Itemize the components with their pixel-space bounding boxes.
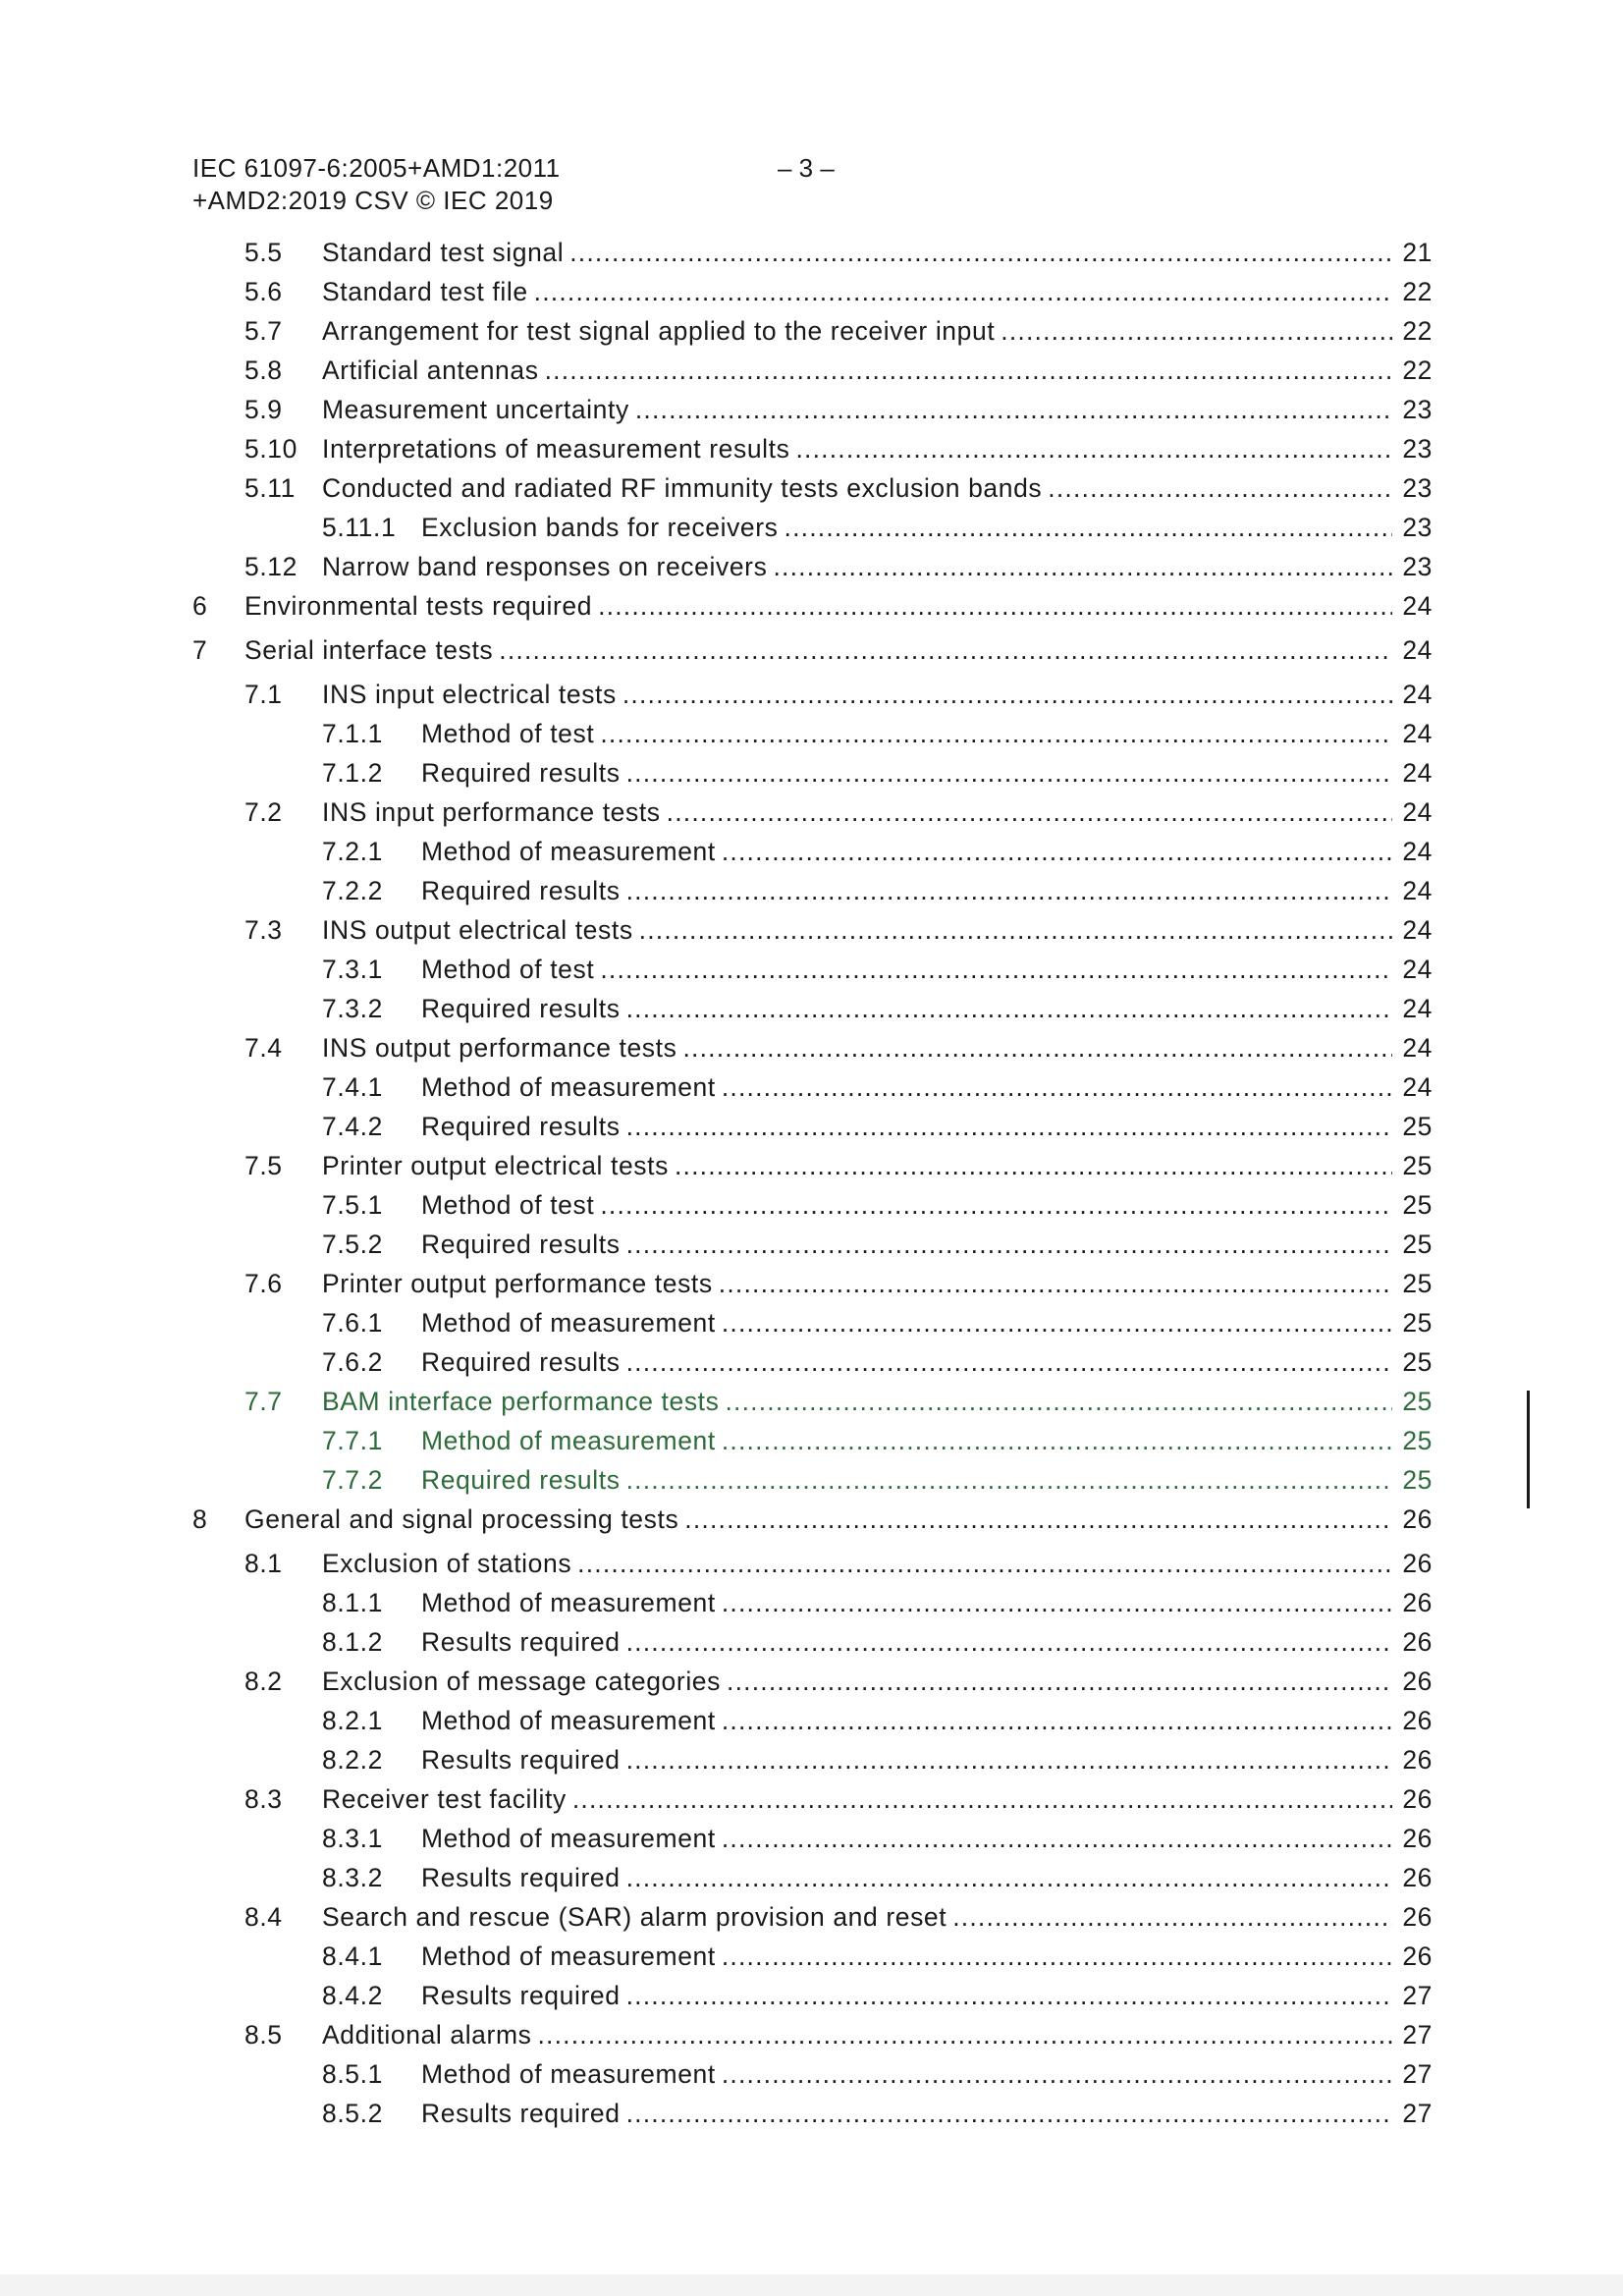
toc-entry-title: Arrangement for test signal applied to the receiver input	[322, 313, 1001, 349]
toc-entry-page: 27	[1402, 1981, 1433, 2010]
toc-entry[interactable]	[0, 1030, 1623, 1066]
toc-dot-leader	[626, 1742, 1392, 1777]
toc-entry-number: 7.1.2	[322, 758, 383, 788]
toc-entry-title-wrap	[421, 1742, 1392, 1777]
toc-entry-number: 7.5.2	[322, 1230, 383, 1259]
toc-dot-leader	[626, 1624, 1392, 1660]
toc-entry-number: 8.2	[244, 1667, 283, 1696]
toc-entry[interactable]	[0, 794, 1623, 830]
toc-entry-page: 24	[1402, 719, 1433, 748]
toc-dot-leader	[626, 1978, 1392, 2013]
toc-dot-leader	[722, 1423, 1392, 1458]
toc-entry-title-wrap	[322, 912, 1392, 948]
toc-entry-page: 26	[1402, 1504, 1433, 1534]
toc-entry[interactable]	[0, 912, 1623, 948]
toc-entry-title: Required results	[421, 755, 626, 791]
toc-entry[interactable]	[0, 1860, 1623, 1895]
toc-entry-title-wrap	[322, 794, 1392, 830]
toc-entry-number: 8.4.1	[322, 1941, 383, 1971]
toc-entry-title: BAM interface performance tests	[322, 1384, 725, 1419]
toc-entry-page: 25	[1402, 1308, 1433, 1338]
toc-entry-number: 7.7	[244, 1387, 283, 1416]
toc-entry-number: 5.12	[244, 552, 298, 581]
toc-entry[interactable]	[0, 1899, 1623, 1935]
toc-entry-title: Method of measurement	[421, 1069, 722, 1105]
toc-dot-leader	[773, 549, 1392, 584]
toc-entry-number: 5.9	[244, 395, 283, 424]
toc-entry-title-wrap	[421, 716, 1392, 751]
toc-dot-leader	[626, 873, 1392, 908]
toc-entry-title: Interpretations of measurement results	[322, 431, 795, 466]
toc-dot-leader	[635, 392, 1392, 427]
toc-entry[interactable]	[0, 834, 1623, 869]
toc-entry-title-wrap	[322, 2017, 1392, 2052]
toc-entry-number: 7.7.1	[322, 1426, 383, 1455]
toc-entry-title-wrap	[421, 1860, 1392, 1895]
toc-entry-title: Method of test	[421, 716, 600, 751]
toc-dot-leader	[569, 235, 1392, 270]
toc-entry-number: 8.5.1	[322, 2059, 383, 2089]
toc-entry[interactable]	[0, 1939, 1623, 1974]
toc-entry-page: 25	[1402, 1151, 1433, 1180]
toc-entry-title: INS input performance tests	[322, 794, 667, 830]
toc-entry-page: 22	[1402, 277, 1433, 306]
toc-dot-leader	[626, 1860, 1392, 1895]
toc-entry-page: 26	[1402, 1627, 1433, 1657]
toc-entry-number: 8.5	[244, 2020, 283, 2050]
toc-entry[interactable]	[0, 677, 1623, 712]
toc-entry-number: 7.2.1	[322, 837, 383, 866]
toc-entry-title: Required results	[421, 991, 626, 1026]
toc-entry-title-wrap	[421, 1939, 1392, 1974]
toc-entry-number: 5.6	[244, 277, 283, 306]
toc-entry[interactable]	[0, 755, 1623, 791]
toc-entry-number: 7.3.1	[322, 955, 383, 984]
toc-entry-title-wrap	[322, 274, 1392, 309]
toc-entry-page: 24	[1402, 591, 1433, 621]
toc-dot-leader	[598, 588, 1392, 624]
toc-dot-leader	[600, 952, 1392, 987]
toc-entry-title-wrap	[322, 1030, 1392, 1066]
toc-entry-title-wrap	[421, 2056, 1392, 2092]
toc-entry-page: 25	[1402, 1426, 1433, 1455]
toc-entry-title-wrap	[421, 873, 1392, 908]
toc-dot-leader	[727, 1664, 1392, 1699]
toc-entry[interactable]	[0, 2096, 1623, 2131]
toc-entry-page: 23	[1402, 395, 1433, 424]
toc-entry-title: Method of measurement	[421, 1585, 722, 1620]
toc-entry-page: 25	[1402, 1347, 1433, 1377]
toc-entry[interactable]	[0, 431, 1623, 466]
toc-entry-page: 25	[1402, 1387, 1433, 1416]
toc-entry-title: Method of measurement	[421, 1939, 722, 1974]
toc-entry-page: 25	[1402, 1112, 1433, 1141]
toc-entry[interactable]	[0, 1546, 1623, 1581]
toc-entry-title: Serial interface tests	[244, 632, 499, 668]
toc-dot-leader	[534, 274, 1392, 309]
toc-entry-number: 7.1.1	[322, 719, 383, 748]
toc-entry-title-wrap	[322, 1781, 1392, 1817]
toc-entry[interactable]	[0, 392, 1623, 427]
header-copyright: +AMD2:2019 CSV © IEC 2019	[192, 186, 554, 215]
toc-entry-title: Printer output electrical tests	[322, 1148, 675, 1183]
bottom-edge	[0, 2274, 1623, 2296]
toc-entry-page: 24	[1402, 797, 1433, 827]
toc-entry[interactable]	[0, 1423, 1623, 1458]
toc-entry-title: Method of measurement	[421, 1703, 722, 1738]
change-bar	[1527, 1391, 1530, 1508]
toc-entry-number: 7.5	[244, 1151, 283, 1180]
toc-entry-title-wrap	[421, 1423, 1392, 1458]
toc-dot-leader	[600, 716, 1392, 751]
toc-entry[interactable]	[0, 313, 1623, 349]
toc-entry-page: 25	[1402, 1190, 1433, 1220]
toc-dot-leader	[537, 2017, 1392, 2052]
toc-entry-page: 24	[1402, 758, 1433, 788]
toc-entry-number: 8	[192, 1504, 208, 1534]
toc-entry-number: 8.3.2	[322, 1863, 383, 1892]
toc-entry-page: 24	[1402, 915, 1433, 945]
toc-entry-page: 26	[1402, 1863, 1433, 1892]
toc-dot-leader	[684, 1502, 1392, 1537]
toc-entry-title: Environmental tests required	[244, 588, 598, 624]
toc-dot-leader	[626, 755, 1392, 791]
toc-entry[interactable]	[0, 1344, 1623, 1380]
toc-entry-title-wrap	[322, 353, 1392, 388]
toc-entry-number: 5.5	[244, 238, 283, 267]
toc-dot-leader	[626, 1109, 1392, 1144]
toc-entry-title: INS output electrical tests	[322, 912, 639, 948]
toc-entry-number: 5.11	[244, 473, 297, 503]
toc-dot-leader	[722, 1305, 1392, 1340]
toc-entry-title-wrap	[421, 755, 1392, 791]
toc-entry-title-wrap	[421, 991, 1392, 1026]
toc-entry-title-wrap	[322, 392, 1392, 427]
toc-entry-page: 26	[1402, 1784, 1433, 1814]
toc-entry-page: 27	[1402, 2099, 1433, 2128]
toc-entry[interactable]	[0, 1227, 1623, 1262]
toc-entry[interactable]	[0, 353, 1623, 388]
toc-dot-leader	[626, 1462, 1392, 1498]
page-number: – 3 –	[778, 153, 835, 183]
toc-entry[interactable]	[0, 2056, 1623, 2092]
toc-entry-page: 25	[1402, 1230, 1433, 1259]
toc-entry-page: 21	[1402, 238, 1433, 267]
toc-entry-number: 8.3	[244, 1784, 283, 1814]
toc-entry-page: 24	[1402, 955, 1433, 984]
toc-entry-title: Results required	[421, 1978, 626, 2013]
toc-dot-leader	[626, 1227, 1392, 1262]
toc-entry-page: 23	[1402, 513, 1433, 542]
toc-entry[interactable]	[0, 1821, 1623, 1856]
toc-entry-number: 7.4.1	[322, 1072, 383, 1102]
toc-entry[interactable]	[0, 873, 1623, 908]
toc-dot-leader	[682, 1030, 1392, 1066]
toc-entry-number: 6	[192, 591, 208, 621]
toc-dot-leader	[952, 1899, 1392, 1935]
toc-dot-leader	[545, 353, 1392, 388]
toc-entry-title-wrap	[244, 632, 1392, 668]
toc-entry-number: 7.7.2	[322, 1465, 383, 1495]
toc-entry-title: Required results	[421, 1462, 626, 1498]
toc-entry[interactable]	[0, 1502, 1623, 1537]
toc-entry-title: Artificial antennas	[322, 353, 545, 388]
toc-entry[interactable]	[0, 1462, 1623, 1498]
toc-entry-title: Method of test	[421, 952, 600, 987]
toc-entry-title: Exclusion of stations	[322, 1546, 577, 1581]
toc-entry-title-wrap	[322, 1664, 1392, 1699]
toc-entry-page: 25	[1402, 1269, 1433, 1298]
toc-entry-page: 22	[1402, 316, 1433, 346]
toc-entry[interactable]	[0, 1109, 1623, 1144]
toc-entry-page: 26	[1402, 1549, 1433, 1578]
toc-dot-leader	[725, 1384, 1392, 1419]
toc-dot-leader	[795, 431, 1392, 466]
toc-entry-title: Standard test file	[322, 274, 534, 309]
toc-entry-title-wrap	[322, 1546, 1392, 1581]
toc-entry-page: 26	[1402, 1745, 1433, 1775]
toc-entry-title: Receiver test facility	[322, 1781, 572, 1817]
toc-entry-number: 7.4.2	[322, 1112, 383, 1141]
toc-entry-title: Conducted and radiated RF immunity tests exclusion bands	[322, 470, 1048, 506]
toc-entry-page: 26	[1402, 1667, 1433, 1696]
toc-entry-title-wrap	[244, 588, 1392, 624]
toc-entry-title: Required results	[421, 1109, 626, 1144]
toc-entry-page: 24	[1402, 994, 1433, 1023]
toc-entry-page: 24	[1402, 876, 1433, 905]
toc-entry-number: 5.10	[244, 434, 298, 464]
toc-entry-page: 26	[1402, 1941, 1433, 1971]
toc-dot-leader	[675, 1148, 1392, 1183]
toc-entry-page: 26	[1402, 1588, 1433, 1617]
toc-entry-page: 23	[1402, 552, 1433, 581]
toc-entry-title-wrap	[421, 2096, 1392, 2131]
toc-entry-title-wrap	[322, 549, 1392, 584]
toc-entry[interactable]	[0, 1384, 1623, 1419]
toc-entry-number: 8.1	[244, 1549, 283, 1578]
toc-entry-title-wrap	[421, 510, 1392, 545]
toc-entry-number: 7.2.2	[322, 876, 383, 905]
toc-entry-title-wrap	[421, 1462, 1392, 1498]
toc-entry-title-wrap	[421, 1703, 1392, 1738]
toc-entry[interactable]	[0, 2017, 1623, 2052]
toc-entry-title: Results required	[421, 1860, 626, 1895]
toc-dot-leader	[626, 1344, 1392, 1380]
toc-entry-title-wrap	[322, 1899, 1392, 1935]
toc-entry[interactable]	[0, 235, 1623, 270]
toc-dot-leader	[722, 834, 1392, 869]
toc-entry-number: 7.3.2	[322, 994, 383, 1023]
toc-entry-title-wrap	[322, 313, 1392, 349]
toc-entry-number: 8.2.1	[322, 1706, 383, 1735]
toc-entry-page: 24	[1402, 837, 1433, 866]
toc-entry-number: 8.5.2	[322, 2099, 383, 2128]
toc-entry[interactable]	[0, 470, 1623, 506]
toc-entry-title: Method of measurement	[421, 1423, 722, 1458]
toc-entry-title: Measurement uncertainty	[322, 392, 635, 427]
toc-entry-title: INS input electrical tests	[322, 677, 622, 712]
toc-entry[interactable]	[0, 1187, 1623, 1223]
toc-dot-leader	[722, 1821, 1392, 1856]
toc-entry-title: General and signal processing tests	[244, 1502, 684, 1537]
toc-dot-leader	[1048, 470, 1392, 506]
toc-entry-number: 7.6.1	[322, 1308, 383, 1338]
toc-entry-title-wrap	[421, 1585, 1392, 1620]
toc-entry-number: 8.4.2	[322, 1981, 383, 2010]
toc-dot-leader	[577, 1546, 1392, 1581]
toc-entry[interactable]	[0, 274, 1623, 309]
toc-entry-title: Results required	[421, 1742, 626, 1777]
toc-entry-page: 24	[1402, 635, 1433, 665]
toc-entry-title: INS output performance tests	[322, 1030, 682, 1066]
toc-entry-title-wrap	[421, 1305, 1392, 1340]
toc-entry-title-wrap	[322, 431, 1392, 466]
toc-entry[interactable]	[0, 1664, 1623, 1699]
toc-entry-title: Method of measurement	[421, 1821, 722, 1856]
toc-entry-title: Method of test	[421, 1187, 600, 1223]
toc-entry[interactable]	[0, 1978, 1623, 2013]
toc-entry-title-wrap	[322, 677, 1392, 712]
toc-entry-number: 5.11.1	[322, 513, 397, 542]
toc-entry[interactable]	[0, 1266, 1623, 1301]
toc-dot-leader	[639, 912, 1392, 948]
toc-entry[interactable]	[0, 510, 1623, 545]
toc-entry-number: 8.1.2	[322, 1627, 383, 1657]
toc-entry[interactable]	[0, 632, 1623, 668]
toc-entry[interactable]	[0, 1703, 1623, 1738]
toc-entry[interactable]	[0, 716, 1623, 751]
toc-entry-number: 7.3	[244, 915, 283, 945]
toc-entry-title: Results required	[421, 1624, 626, 1660]
toc-entry-title: Search and rescue (SAR) alarm provision and reset	[322, 1899, 952, 1935]
toc-entry-title-wrap	[421, 834, 1392, 869]
toc-entry-title-wrap	[322, 1384, 1392, 1419]
toc-entry-page: 24	[1402, 1033, 1433, 1063]
toc-entry-number: 8.3.1	[322, 1824, 383, 1853]
toc-entry-title: Method of measurement	[421, 1305, 722, 1340]
toc-entry-number: 7.6	[244, 1269, 283, 1298]
toc-dot-leader	[1001, 313, 1392, 349]
toc-entry-page: 26	[1402, 1706, 1433, 1735]
toc-entry-page: 26	[1402, 1902, 1433, 1932]
toc-entry-title-wrap	[421, 1227, 1392, 1262]
toc-dot-leader	[784, 510, 1392, 545]
toc-entry[interactable]	[0, 991, 1623, 1026]
toc-entry-page: 23	[1402, 434, 1433, 464]
toc-entry[interactable]	[0, 952, 1623, 987]
toc-entry-number: 7.1	[244, 680, 283, 709]
toc-dot-leader	[722, 1703, 1392, 1738]
toc-entry[interactable]	[0, 1305, 1623, 1340]
toc-entry[interactable]	[0, 1069, 1623, 1105]
toc-entry[interactable]	[0, 549, 1623, 584]
toc-entry-title-wrap	[421, 1624, 1392, 1660]
toc-entry-title-wrap	[421, 1978, 1392, 2013]
toc-entry-title: Method of measurement	[421, 834, 722, 869]
page-header	[192, 152, 561, 217]
toc-entry[interactable]	[0, 1148, 1623, 1183]
toc-dot-leader	[622, 677, 1392, 712]
toc-entry-number: 8.1.1	[322, 1588, 383, 1617]
toc-entry-title-wrap	[244, 1502, 1392, 1537]
toc-entry-title-wrap	[322, 235, 1392, 270]
toc-entry-number: 7.4	[244, 1033, 283, 1063]
toc-entry-title-wrap	[421, 1109, 1392, 1144]
toc-entry-page: 24	[1402, 680, 1433, 709]
toc-dot-leader	[499, 632, 1392, 668]
toc-entry[interactable]	[0, 1585, 1623, 1620]
toc-entry-number: 5.8	[244, 355, 283, 385]
toc-entry-number: 8.2.2	[322, 1745, 383, 1775]
toc-entry-title: Results required	[421, 2096, 626, 2131]
toc-dot-leader	[667, 794, 1392, 830]
header-standard-id: IEC 61097-6:2005+AMD1:2011	[192, 153, 561, 183]
toc-entry-page: 24	[1402, 1072, 1433, 1102]
toc-dot-leader	[722, 2056, 1392, 2092]
toc-entry-title-wrap	[421, 1187, 1392, 1223]
toc-entry-title-wrap	[421, 1821, 1392, 1856]
toc-entry-number: 8.4	[244, 1902, 283, 1932]
toc-entry-title-wrap	[421, 952, 1392, 987]
toc-entry-page: 27	[1402, 2059, 1433, 2089]
toc-entry[interactable]	[0, 1742, 1623, 1777]
toc-entry-number: 5.7	[244, 316, 283, 346]
toc-entry-page: 22	[1402, 355, 1433, 385]
toc-dot-leader	[719, 1266, 1392, 1301]
toc-entry-title: Exclusion bands for receivers	[421, 510, 784, 545]
toc-entry-page: 23	[1402, 473, 1433, 503]
toc-entry-title-wrap	[421, 1344, 1392, 1380]
toc-entry-title: Additional alarms	[322, 2017, 537, 2052]
toc-entry-number: 7	[192, 635, 208, 665]
toc-dot-leader	[626, 2096, 1392, 2131]
toc-entry-title: Method of measurement	[421, 2056, 722, 2092]
toc-dot-leader	[722, 1585, 1392, 1620]
toc-entry-title-wrap	[322, 470, 1392, 506]
toc-dot-leader	[722, 1939, 1392, 1974]
toc-entry-page: 25	[1402, 1465, 1433, 1495]
toc-entry-title-wrap	[322, 1148, 1392, 1183]
toc-entry-title-wrap	[322, 1266, 1392, 1301]
toc-dot-leader	[722, 1069, 1392, 1105]
toc-entry[interactable]	[0, 1624, 1623, 1660]
toc-entry-title: Narrow band responses on receivers	[322, 549, 773, 584]
toc-dot-leader	[626, 991, 1392, 1026]
toc-entry[interactable]	[0, 588, 1623, 624]
toc-entry-title: Required results	[421, 873, 626, 908]
toc-entry-title: Required results	[421, 1344, 626, 1380]
toc-dot-leader	[572, 1781, 1392, 1817]
toc-entry-page: 26	[1402, 1824, 1433, 1853]
toc-entry-title: Exclusion of message categories	[322, 1664, 727, 1699]
toc-entry-title: Standard test signal	[322, 235, 569, 270]
toc-dot-leader	[600, 1187, 1392, 1223]
toc-entry-title-wrap	[421, 1069, 1392, 1105]
toc-entry-number: 7.5.1	[322, 1190, 383, 1220]
toc-entry-number: 7.2	[244, 797, 283, 827]
toc-entry[interactable]	[0, 1781, 1623, 1817]
toc-entry-number: 7.6.2	[322, 1347, 383, 1377]
toc-entry-title: Required results	[421, 1227, 626, 1262]
toc-entry-title: Printer output performance tests	[322, 1266, 719, 1301]
toc-entry-page: 27	[1402, 2020, 1433, 2050]
